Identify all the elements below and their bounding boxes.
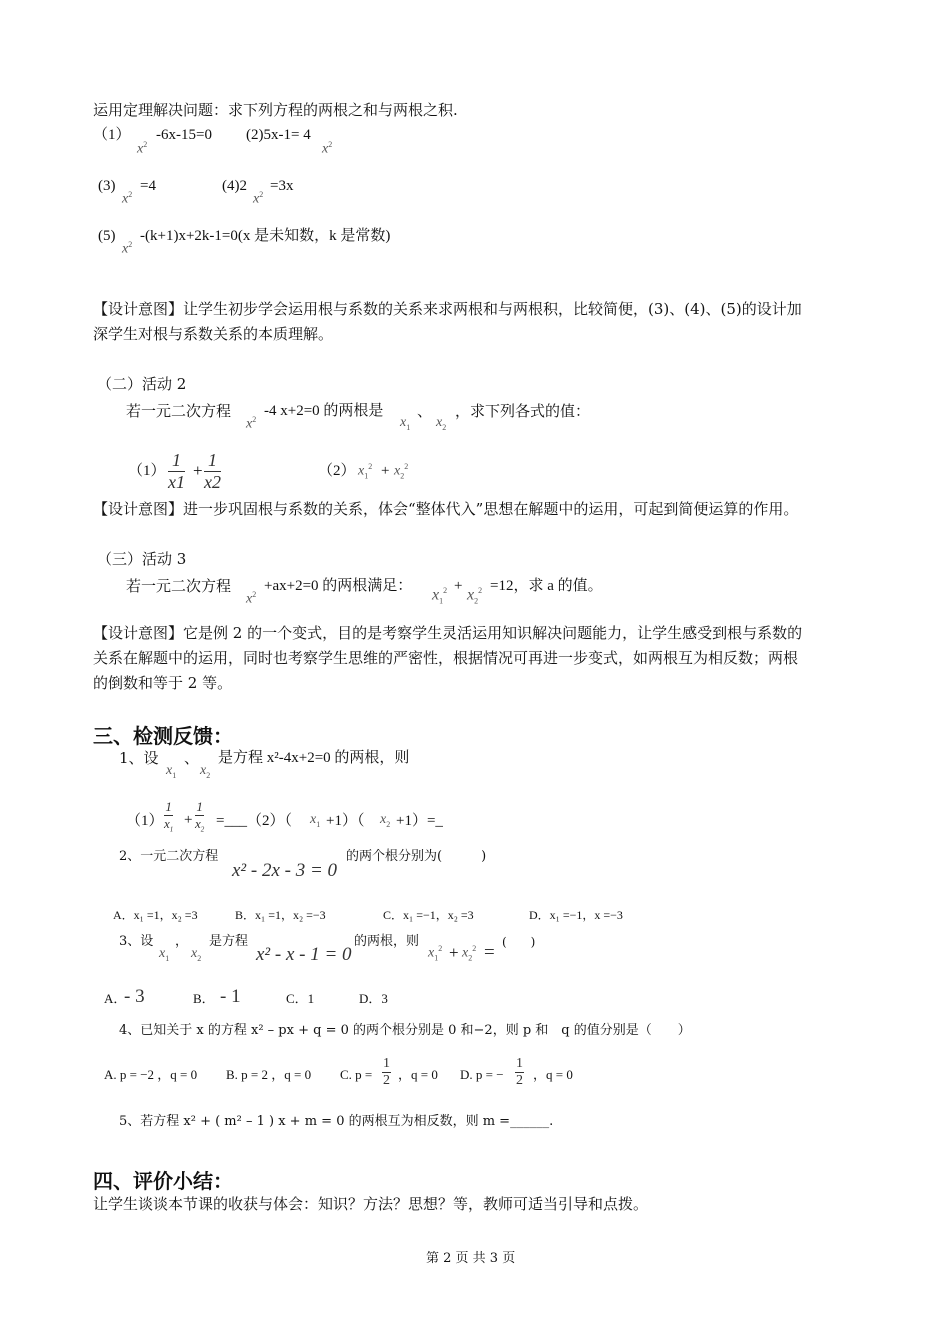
q4-option-b: B. p = 2 ，q = 0: [226, 1067, 312, 1082]
q1-stem-b: 、: [184, 749, 200, 767]
x2-math: $x_2$: [436, 415, 447, 432]
q3-equation: x² - x - 1 = 0: [256, 944, 352, 965]
q4-option-d-fraction: $\frac{1}{2}$: [516, 1056, 523, 1088]
activity-2-stem-c: 、: [417, 402, 433, 420]
activity-3-stem-c: =12，求 a 的值。: [490, 578, 603, 594]
q3-option-c: C．1: [286, 991, 315, 1006]
section-4-text: 让学生谈谈本节课的收获与体会：知识？方法？思想？等，教师可适当引导和点拨。: [93, 1195, 649, 1213]
q2-option-a: A．x₁ =1，x₂ =3: [113, 908, 198, 922]
x-squared-math: $x^2$: [122, 240, 133, 257]
x2-math: $x_2$: [380, 812, 391, 829]
x1-math: $x_1$: [310, 812, 321, 829]
design-intent-3-line1: 【设计意图】它是例 2 的一个变式，目的是考察学生灵活运用知识解决问题能力，让学生感受到根与系数的: [93, 624, 803, 642]
q1-paren-1: +1）（: [326, 813, 365, 829]
plus-sign: +: [381, 463, 390, 479]
plus-sign: +: [454, 578, 463, 594]
x1-squared-math: $x_1^2$: [428, 944, 443, 963]
activity-3-stem-a: 若一元二次方程: [126, 577, 232, 595]
fraction-1-over-x1: $\frac{1}{x1}$: [168, 450, 185, 492]
q3-option-a-label: A．: [104, 991, 127, 1006]
design-intent-1-line2: 深学生对根与系数关系的本质理解。: [93, 325, 334, 343]
q4-option-c-pre: C. p =: [340, 1067, 373, 1082]
x1-math: $x_1$: [400, 415, 411, 432]
q3-option-b-label: B．: [193, 991, 215, 1006]
q3-option-a-value: - 3: [124, 986, 145, 1007]
q2-option-d: D．x₁ =−1，x =−3: [529, 908, 623, 922]
q3-stem-b: ，: [175, 934, 189, 949]
q1-paren-2: +1）=_: [396, 813, 443, 829]
q4-option-d-pre: D. p = −: [460, 1067, 504, 1082]
q1-stem-c: 是方程 x²-4x+2=0 的两根，则: [218, 750, 410, 766]
problem-3-label: (3): [98, 178, 116, 194]
q3-stem-a: 3、设: [119, 934, 154, 949]
problem-5-label: (5): [98, 228, 116, 244]
plus-sign: +: [184, 812, 193, 828]
q2-equation: x² - 2x - 3 = 0: [232, 860, 338, 881]
design-intent-1-line1: 【设计意图】让学生初步学会运用根与系数的关系来求两根和与两根积，比较简便，(3)、(4)、(5)的设计加: [93, 300, 802, 318]
q3-option-b-value: - 1: [220, 986, 241, 1007]
x1-squared-math: $x_1^2$: [358, 462, 373, 481]
problem-3-text: =4: [140, 178, 156, 194]
activity-2-stem-b: -4 x+2=0 的两根是: [264, 403, 384, 419]
x-squared-math: $x^2$: [137, 140, 148, 157]
page-footer: 第 2 页 共 3 页: [426, 1251, 516, 1266]
q3-answer-paren: ( ): [502, 935, 536, 949]
problem-1-label: （1）: [93, 127, 131, 143]
q4-stem: 4、已知关于 x 的方程 x² – px + q = 0 的两个根分别是 0 和−2，则 p 和 q 的值分别是（ ）: [119, 1023, 691, 1038]
activity-2-title: （二）活动 2: [97, 375, 187, 393]
x-squared-math: $x^2$: [122, 190, 133, 207]
problem-4-text: (4)2: [222, 178, 247, 194]
activity-2-q2-label: （2）: [318, 463, 356, 479]
fraction-1-over-x1: $\frac{1}{x_1}$: [164, 799, 174, 834]
activity-2-stem-d: ，求下列各式的值：: [455, 402, 591, 420]
x-squared-math: $x^2$: [246, 415, 257, 432]
activity-3-stem-b: +ax+2=0 的两根满足：: [264, 578, 413, 594]
plus-sign: +: [449, 943, 459, 962]
section-3-heading: 三、检测反馈：: [93, 724, 233, 748]
q2-stem-b: 的两个根分别为( ): [346, 849, 487, 864]
fraction-1-over-x2: $\frac{1}{x2}$: [204, 450, 221, 492]
q4-option-a: A. p = −2 ，q = 0: [104, 1067, 198, 1082]
x2-math: $x_2$: [200, 763, 211, 780]
x-squared-math: $x^2$: [253, 190, 264, 207]
activity-3-title: （三）活动 3: [97, 550, 187, 568]
q1-sub1-label: （1）: [126, 813, 164, 829]
activity-2-q1-label: （1）: [128, 463, 166, 479]
q1-stem-a: 1、设: [119, 749, 159, 767]
q5-stem: 5、若方程 x² + ( m² – 1 ) x + m = 0 的两根互为相反数，则 m =______.: [119, 1114, 554, 1129]
q4-option-c-post: ，q = 0: [398, 1067, 438, 1082]
problem-1-text: -6x-15=0: [156, 127, 212, 143]
section-4-heading: 四、评价小结：: [93, 1169, 233, 1193]
q4-option-c-fraction: $\frac{1}{2}$: [383, 1056, 390, 1088]
q4-option-d-post: ，q = 0: [533, 1067, 573, 1082]
q2-option-b: B．x₁ =1，x₂ =−3: [235, 908, 326, 922]
x-squared-math: $x^2$: [246, 590, 257, 607]
design-intent-2: 【设计意图】进一步巩固根与系数的关系，体会“整体代入”思想在解题中的运用，可起到简便运算的作用。: [93, 500, 799, 518]
x-squared-math: $x^2$: [322, 140, 333, 157]
plus-sign: +: [193, 461, 203, 480]
x1-squared-math: $x_1^2$: [432, 586, 448, 606]
design-intent-3-line2: 关系在解题中的运用，同时也考察学生思维的严密性，根据情况可再进一步变式，如两根互为相反数；两根: [93, 649, 799, 667]
x2-squared-math: $x_2^2$: [462, 944, 477, 963]
fraction-1-over-x2: $\frac{1}{x_2}$: [195, 799, 205, 834]
x2-squared-math: $x_2^2$: [394, 462, 409, 481]
design-intent-3-line3: 的倒数和等于 2 等。: [93, 674, 233, 692]
q3-stem-c: 是方程: [209, 934, 249, 949]
q3-option-d: D．3: [359, 991, 388, 1006]
q2-option-c: C．x₁ =−1，x₂ =3: [383, 908, 474, 922]
q3-stem-d: 的两根，则: [354, 934, 420, 949]
x2-squared-math: $x_2^2$: [467, 586, 483, 606]
x2-math: $x_2$: [191, 946, 202, 963]
q2-stem-a: 2、一元二次方程: [119, 849, 219, 864]
problem-2-text: (2)5x-1= 4: [246, 127, 311, 143]
problem-5-text: -(k+1)x+2k-1=0(x 是未知数，k 是常数): [140, 228, 391, 244]
intro-line: 运用定理解决问题：求下列方程的两根之和与两根之积.: [93, 101, 458, 119]
q3-equals: =: [484, 942, 495, 963]
activity-2-stem-a: 若一元二次方程: [126, 402, 232, 420]
q1-equals-blank: =___（2）（: [216, 813, 292, 829]
x1-math: $x_1$: [166, 763, 177, 780]
x1-math: $x_1$: [159, 946, 170, 963]
problem-4-tail: =3x: [270, 178, 294, 194]
